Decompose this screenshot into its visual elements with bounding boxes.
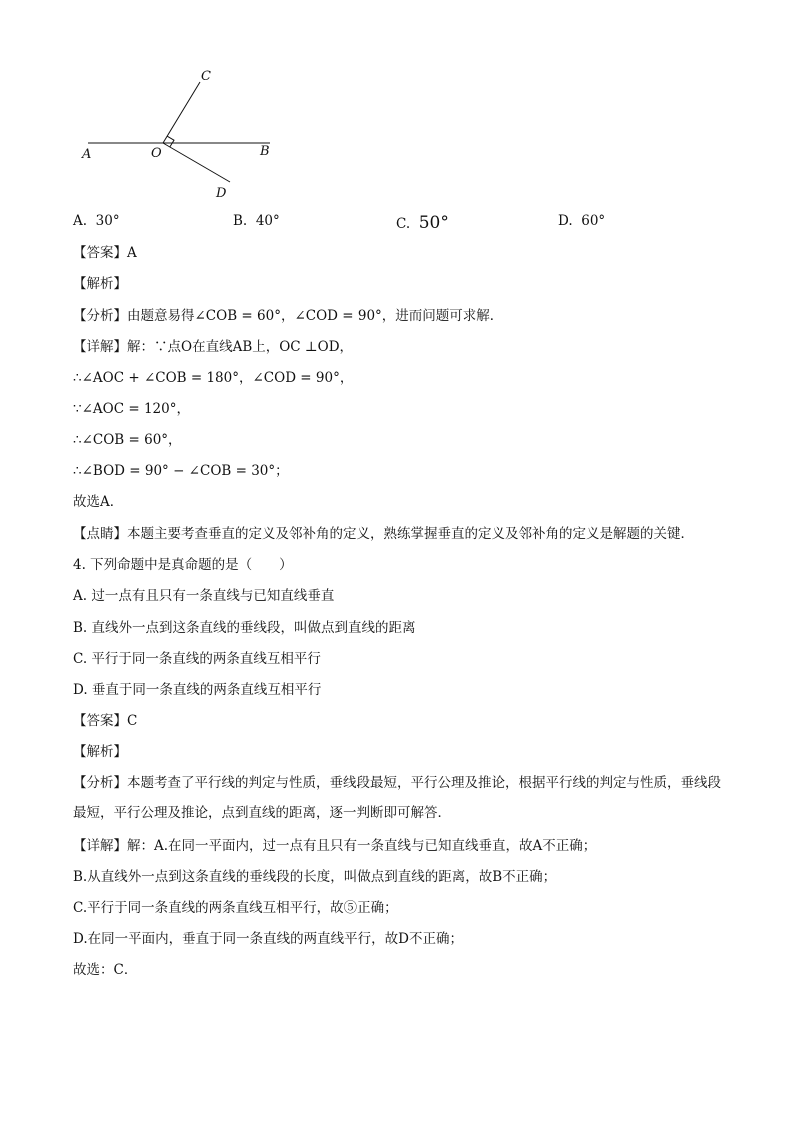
option-letter: B.: [233, 213, 248, 229]
question-4-option-d: D. 垂直于同一条直线的两条直线互相平行: [73, 682, 322, 698]
label-a: A: [82, 147, 92, 162]
label-b: B: [260, 144, 270, 159]
question-4-option-a: A. 过一点有且只有一条直线与已知直线垂直: [73, 588, 335, 604]
option-a: [73, 213, 120, 229]
solution-q4-line2: B.从直线外一点到这条直线的垂线段的长度，叫做点到直线的距离，故B不正确；: [73, 869, 557, 885]
ray-od: [163, 143, 230, 182]
right-angle-mark: [167, 136, 174, 147]
solution-q3-line5: ∴∠BOD = 90° − ∠COB = 30°；: [73, 463, 289, 479]
option-c: [396, 213, 449, 233]
solution-q3-line1: 【详解】解：∵点O在直线AB上，OC ⊥OD，: [73, 339, 354, 355]
option-b: [233, 213, 280, 229]
option-value: 50°: [418, 213, 449, 233]
option-value: 40°: [255, 213, 280, 229]
option-letter: C.: [396, 216, 411, 232]
analysis-q3: 【分析】由题意易得∠COB = 60°，∠COD = 90°，进而问题可求解．: [73, 308, 504, 324]
option-letter: A.: [73, 213, 88, 229]
ray-oc: [163, 82, 200, 143]
answer-q4: 【答案】C: [73, 713, 138, 729]
question-4-stem: 4. 下列命题中是真命题的是（ ）: [73, 557, 293, 573]
choice-q4: 故选：C．: [73, 962, 138, 978]
question-4-option-c: C. 平行于同一条直线的两条直线互相平行: [73, 651, 321, 667]
angle-figure: [70, 60, 300, 210]
angle-figure-svg: [70, 60, 300, 210]
label-c: C: [201, 69, 211, 84]
analysis-heading-q3: 【解析】: [73, 276, 127, 292]
solution-q4-line4: D.在同一平面内，垂直于同一条直线的两直线平行，故D不正确；: [73, 931, 463, 947]
option-value: 60°: [581, 213, 606, 229]
label-o: O: [151, 146, 162, 161]
label-d: D: [216, 186, 227, 201]
option-d: [558, 213, 605, 229]
solution-q3-line3: ∵∠AOC = 120°，: [73, 401, 190, 417]
solution-q3-line2: ∴∠AOC + ∠COB = 180°，∠COD = 90°，: [73, 370, 354, 386]
analysis-heading-q4: 【解析】: [73, 744, 127, 760]
solution-q4-line3: C.平行于同一条直线的两条直线互相平行，故⑤正确；: [73, 900, 398, 916]
solution-q3-line4: ∴∠COB = 60°，: [73, 432, 182, 448]
answer-q3: 【答案】A: [73, 245, 137, 261]
option-value: 30°: [95, 213, 120, 229]
analysis-q4: 【分析】本题考查了平行线的判定与性质，垂线段最短，平行公理及推论，根据平行线的判定与性质，垂线段最短，平行公理及推论，点到直线的距离，逐一判断即可解答．: [73, 775, 721, 821]
comment-q3: 【点睛】本题主要考查垂直的定义及邻补角的定义，熟练掌握垂直的定义及邻补角的定义是解题的关键．: [73, 526, 694, 542]
question-4-option-b: B. 直线外一点到这条直线的垂线段，叫做点到直线的距离: [73, 620, 416, 636]
option-letter: D.: [558, 213, 573, 229]
solution-q4-line1: 【详解】解：A.在同一平面内，过一点有且只有一条直线与已知直线垂直，故A不正确；: [73, 838, 597, 854]
choice-q3: 故选A．: [73, 494, 124, 510]
